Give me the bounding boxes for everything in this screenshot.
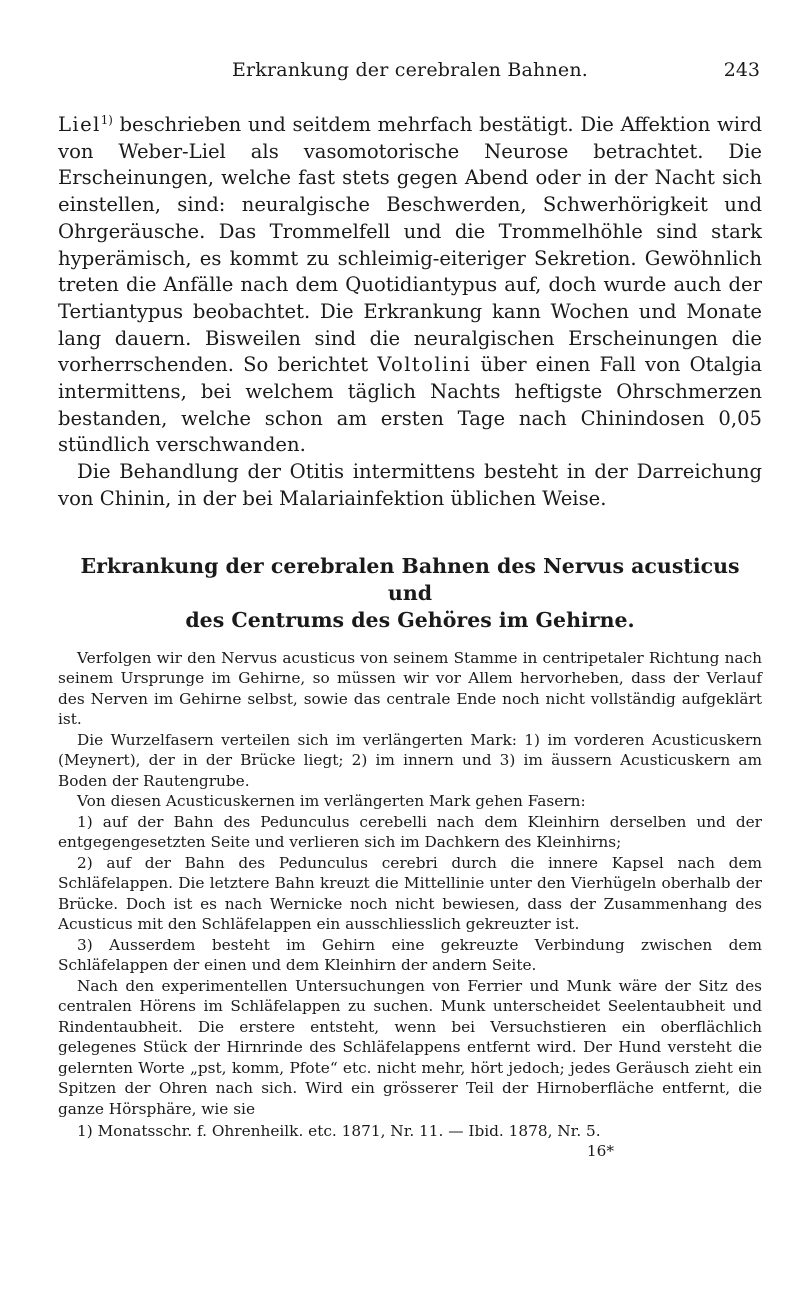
small-paragraph: Verfolgen wir den Nervus acusticus von seinem Stamme in centripetaler Richtung nach seinem Ursprunge im Gehirne, so müssen wir vor Allem hervorheben, dass der Verlauf des Nerven im Gehirne selbst, sowie das centrale Ende noch nicht vollständig aufgeklärt ist. — [58, 648, 762, 729]
small-paragraph: Die Wurzelfasern verteilen sich im verlängerten Mark: 1) im vorderen Acusticuskern (Meynert), der in der Brücke liegt; 2) im innern und 3) im äussern Acusticuskern am Boden der Rautengrube. — [58, 730, 762, 790]
small-paragraph: Von diesen Acusticuskernen im verlängerten Mark gehen Fasern: — [77, 792, 586, 811]
running-title: Erkrankung der cerebralen Bahnen. — [231, 59, 589, 81]
author-name-voltolini: Voltolini — [377, 353, 472, 377]
section-heading-line2: des Centrums des Gehöres im Gehirne. — [185, 607, 635, 632]
page-number: 243 — [723, 59, 760, 81]
small-paragraph: 1) auf der Bahn des Pedunculus cerebelli nach dem Kleinhirn derselben und der entgegengesetzten Seite und verlieren sich im Dachkern des Kleinhirns; — [58, 812, 762, 852]
section-heading — [58, 553, 762, 634]
running-head — [60, 58, 760, 82]
author-name: Liel — [58, 113, 101, 136]
paragraph-text-continued: über einen Fall von Otalgia intermittens, bei welchem täglich Nachts heftigste Ohrschmerzen bestanden, welche schon am ersten Tage nach Chinindosen 0,05 stündlich verschwanden. — [58, 353, 762, 457]
section-heading-line1: Erkrankung der cerebralen Bahnen des Nervus acusticus und — [80, 553, 740, 605]
small-paragraph: Nach den experimentellen Untersuchungen von Ferrier und Munk wäre der Sitz des centralen Hörens im Schläfelappen zu suchen. Munk unterscheidet Seelentaubheit und Rindentaubheit. Die erstere entsteht, wenn bei Versuchstieren ein oberflächlich gelegenes Stück der Hirnrinde des Schläfelappens entfernt wird. Der Hund versteht die gelernten Worte „pst, komm, Pfote“ etc. nicht mehr, hört jedoch; jedes Geräusch zieht ein Spitzen der Ohren nach sich. Wird ein grösserer Teil der Hirnoberfläche entfernt, die ganze Hörsphäre, wie sie — [58, 976, 762, 1118]
footnote-reference: 1) — [100, 112, 113, 127]
signature-mark: 16* — [586, 1142, 614, 1161]
footnote-mark: 1) — [77, 1122, 93, 1141]
body-text — [58, 112, 762, 1161]
small-paragraph: 2) auf der Bahn des Pedunculus cerebri durch die innere Kapsel nach dem Schläfelappen. Die letztere Bahn kreuzt die Mittellinie unter den Vierhügeln oberhalb der Brücke. Doch ist es nach Wernicke noch nicht bewiesen, dass der Zusammenhang des Acusticus mit den Schläfelappen ein ausschliesslich gekreuzter ist. — [58, 853, 762, 934]
footnote — [58, 1121, 762, 1141]
paragraph-treatment: Die Behandlung der Otitis intermittens besteht in der Darreichung von Chinin, in der bei Malariainfektion üblichen Weise. — [58, 460, 762, 510]
small-paragraph: 3) Ausserdem besteht im Gehirn eine gekreuzte Verbindung zwischen dem Schläfelappen der einen und dem Kleinhirn der andern Seite. — [58, 935, 762, 975]
footnote-text: Monatsschr. f. Ohrenheilk. etc. 1871, Nr. 11. — Ibid. 1878, Nr. 5. — [92, 1122, 601, 1141]
paragraph-otitis-description — [58, 112, 762, 459]
paragraph-text: beschrieben und seitdem mehrfach bestätigt. Die Affektion wird von Weber-Liel als vasomotorische Neurose betrachtet. Die Erscheinungen, welche fast stets gegen Abend oder in der Nacht sich einstellen, sind: neuralgische Beschwerden, Schwerhörigkeit und Ohrgeräusche. Das Trommelfell und die Trommelhöhle sind stark hyperämisch, es kommt zu schleimig-eiteriger Sekretion. Gewöhnlich treten die Anfälle nach dem Quotidiantypus auf, doch wurde auch der Tertiantypus beobachtet. Die Erkrankung kann Wochen und Monate lang dauern. Bisweilen sind die neuralgischen Erscheinungen die vorherrschenden. So berichtet — [58, 113, 762, 377]
